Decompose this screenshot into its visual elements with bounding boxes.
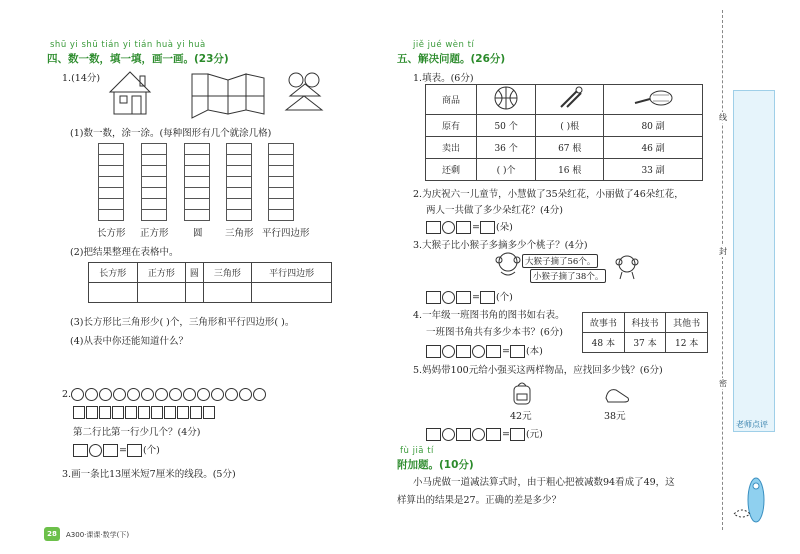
circle-shape bbox=[71, 388, 84, 401]
answer-box[interactable] bbox=[510, 345, 525, 358]
circle-shape bbox=[85, 388, 98, 401]
cell-answer[interactable]: 46 副 bbox=[604, 137, 703, 159]
answer-cell[interactable] bbox=[186, 283, 203, 303]
cell: 33 副 bbox=[604, 159, 703, 181]
footer-text: A300·课课·数学(下) bbox=[66, 531, 130, 539]
circle-shape bbox=[197, 388, 210, 401]
square-shape bbox=[86, 406, 98, 419]
answer-box[interactable] bbox=[426, 345, 441, 358]
th-parallelogram: 平行四边形 bbox=[252, 263, 332, 283]
circle-shape bbox=[99, 388, 112, 401]
answer-box[interactable] bbox=[480, 221, 495, 234]
th-rectangle: 长方形 bbox=[89, 263, 138, 283]
basketball-icon bbox=[493, 85, 519, 111]
operator-circle[interactable] bbox=[472, 428, 485, 441]
q2-unit: (个) bbox=[142, 445, 160, 456]
bonus-line2: 样算出的结果是27。正确的差是多少？ bbox=[397, 495, 562, 506]
q5-price2: 38元 bbox=[604, 411, 626, 422]
answer-box[interactable] bbox=[486, 428, 501, 441]
answer-cell[interactable] bbox=[203, 283, 252, 303]
square-shape bbox=[99, 406, 111, 419]
q2-unit: (朵) bbox=[495, 222, 513, 233]
operator-circle[interactable] bbox=[472, 345, 485, 358]
shape-label-triangle: 三角形 bbox=[225, 228, 254, 239]
answer-cell[interactable] bbox=[89, 283, 138, 303]
operator-circle[interactable] bbox=[442, 221, 455, 234]
answer-box[interactable] bbox=[103, 444, 118, 457]
th-other-books: 其他书 bbox=[666, 313, 708, 333]
shape-label-rectangle: 长方形 bbox=[97, 228, 126, 239]
right-q4-line1: 4.一年级一班图书角的图书如右表。 bbox=[413, 310, 565, 321]
circle-shape bbox=[113, 388, 126, 401]
row-label-original: 原有 bbox=[426, 115, 477, 137]
answer-box[interactable] bbox=[426, 428, 441, 441]
square-shape bbox=[73, 406, 85, 419]
cell-answer[interactable]: ( )个 bbox=[477, 159, 536, 181]
circle-shape bbox=[183, 388, 196, 401]
cut-line bbox=[722, 10, 723, 530]
racket-icon bbox=[631, 85, 675, 111]
q2-equation: = (个) bbox=[73, 442, 160, 457]
shape-label-parallelogram: 平行四边形 bbox=[262, 228, 310, 239]
grid-parallelogram[interactable] bbox=[268, 143, 294, 221]
circle-shape bbox=[169, 388, 182, 401]
goods-table bbox=[425, 84, 703, 181]
right-q2-line1: 2.为庆祝六一儿童节，小慧做了35朵红花，小丽做了46朵红花， bbox=[413, 189, 684, 200]
q2-label: 2. bbox=[62, 389, 72, 400]
answer-box[interactable] bbox=[127, 444, 142, 457]
operator-circle[interactable] bbox=[442, 291, 455, 304]
q1-sub1: (1)数一数，涂一涂。(每种图形有几个就涂几格) bbox=[70, 128, 272, 139]
right-q4-equation: = (本) bbox=[426, 343, 543, 358]
square-shape bbox=[151, 406, 163, 419]
cell: 16 根 bbox=[536, 159, 604, 181]
cell: 67 根 bbox=[536, 137, 604, 159]
right-q5-text: 5.妈妈带100元给小强买这两样物品，应找回多少钱？(6分) bbox=[413, 365, 663, 376]
answer-box[interactable] bbox=[426, 291, 441, 304]
answer-box[interactable] bbox=[510, 428, 525, 441]
q3-bubble1: 大猴子摘了56个。 bbox=[522, 254, 598, 268]
row-label-remaining: 还剩 bbox=[426, 159, 477, 181]
big-monkey-icon bbox=[493, 250, 523, 278]
answer-box[interactable] bbox=[456, 428, 471, 441]
right-q4-line2: 一班图书角共有多少本书？(6分) bbox=[426, 327, 563, 338]
square-shape bbox=[203, 406, 215, 419]
q2-row2 bbox=[73, 406, 216, 419]
th-square: 正方形 bbox=[137, 263, 186, 283]
circle-shape bbox=[141, 388, 154, 401]
page-number: 28 bbox=[47, 530, 57, 538]
right-q3-equation: = (个) bbox=[426, 289, 513, 304]
bonus-pinyin: fù jiā tí bbox=[400, 446, 434, 456]
right-q5-equation: = (元) bbox=[426, 426, 543, 441]
right-q2-equation: = (朵) bbox=[426, 219, 513, 234]
circle-shape bbox=[155, 388, 168, 401]
figures-illustration bbox=[100, 66, 340, 120]
square-shape bbox=[112, 406, 124, 419]
q1-sub4: (4)从表中你还能知道什么？ bbox=[70, 336, 188, 347]
cell-answer[interactable]: ( )根 bbox=[536, 115, 604, 137]
section4-pinyin: shū yi shū tián yi tián huà yi huà bbox=[50, 40, 206, 50]
cell: 36 个 bbox=[477, 137, 536, 159]
shuttlecock-icon bbox=[555, 85, 585, 111]
science-books-count: 37 本 bbox=[624, 333, 666, 353]
q2-row1 bbox=[62, 388, 267, 401]
q5-unit: (元) bbox=[525, 429, 543, 440]
sidebar-char-xian: 线 bbox=[719, 113, 727, 122]
q3-unit: (个) bbox=[495, 292, 513, 303]
story-books-count: 48 本 bbox=[583, 333, 625, 353]
answer-box[interactable] bbox=[486, 345, 501, 358]
shape-label-circle: 圆 bbox=[193, 228, 203, 239]
right-q2-line2: 两人一共做了多少朵红花？(4分) bbox=[426, 205, 563, 216]
sidebar-char-feng: 封 bbox=[719, 247, 727, 256]
sidebar-char-mi: 密 bbox=[719, 379, 727, 388]
circle-shape bbox=[127, 388, 140, 401]
q5-price1: 42元 bbox=[510, 411, 532, 422]
th-circle: 圆 bbox=[186, 263, 203, 283]
backpack-icon bbox=[508, 378, 536, 406]
right-q3-text: 3.大猴子比小猴子多摘多少个桃子？(4分) bbox=[413, 240, 588, 251]
house-figure bbox=[110, 72, 150, 114]
square-shape bbox=[177, 406, 189, 419]
row-label-sold: 卖出 bbox=[426, 137, 477, 159]
box-figure bbox=[192, 74, 264, 118]
teacher-comment-panel[interactable] bbox=[733, 90, 775, 432]
answer-box[interactable] bbox=[480, 291, 495, 304]
answer-box[interactable] bbox=[73, 444, 88, 457]
th-triangle: 三角形 bbox=[203, 263, 252, 283]
answer-box[interactable] bbox=[456, 345, 471, 358]
mascot-icon bbox=[732, 470, 772, 530]
shape-count-table bbox=[88, 262, 332, 303]
answer-cell[interactable] bbox=[252, 283, 332, 303]
item-racket bbox=[604, 85, 703, 115]
other-books-count: 12 本 bbox=[666, 333, 708, 353]
q1-label: 1.(14分) bbox=[62, 73, 101, 84]
item-badminton bbox=[536, 85, 604, 115]
shoes-icon bbox=[602, 382, 634, 406]
th-story-books: 故事书 bbox=[583, 313, 625, 333]
circle-shape bbox=[225, 388, 238, 401]
section4-title: 四、数一数，填一填，画一画。(23分) bbox=[47, 53, 229, 65]
grid-square[interactable] bbox=[141, 143, 167, 221]
page-number-badge bbox=[44, 527, 60, 541]
operator-circle[interactable] bbox=[442, 428, 455, 441]
answer-box[interactable] bbox=[426, 221, 441, 234]
q3-text: 3.画一条比13厘米短7厘米的线段。(5分) bbox=[62, 469, 236, 480]
circle-shape bbox=[253, 388, 266, 401]
operator-circle[interactable] bbox=[442, 345, 455, 358]
section5-pinyin: jiě jué wèn tí bbox=[413, 40, 475, 50]
section5-title: 五、解决问题。(26分) bbox=[397, 53, 506, 65]
shape-label-square: 正方形 bbox=[140, 228, 169, 239]
item-basketball bbox=[477, 85, 536, 115]
cell: 80 副 bbox=[604, 115, 703, 137]
cell: 50 个 bbox=[477, 115, 536, 137]
bonus-line1: 小马虎做一道减法算式时，由于粗心把被减数94看成了49，这 bbox=[413, 477, 675, 488]
books-table bbox=[582, 312, 708, 353]
circle-shape bbox=[239, 388, 252, 401]
q2-text: 第二行比第一行少几个？(4分) bbox=[73, 427, 201, 438]
square-shape bbox=[125, 406, 137, 419]
q3-bubble2: 小猴子摘了38个。 bbox=[530, 269, 606, 283]
goods-header: 商品 bbox=[426, 85, 477, 115]
operator-circle[interactable] bbox=[89, 444, 102, 457]
right-q1-label: 1.填表。(6分) bbox=[413, 73, 474, 84]
circle-shape bbox=[211, 388, 224, 401]
answer-box[interactable] bbox=[456, 221, 471, 234]
square-shape bbox=[190, 406, 202, 419]
bird-figure bbox=[286, 73, 322, 110]
bonus-title: 附加题。(10分) bbox=[397, 459, 474, 471]
teacher-comment-label: 老师点评 bbox=[736, 420, 768, 429]
q1-sub2: (2)把结果整理在表格中。 bbox=[70, 247, 179, 258]
th-science-books: 科技书 bbox=[624, 313, 666, 333]
answer-box[interactable] bbox=[456, 291, 471, 304]
square-shape bbox=[164, 406, 176, 419]
q4-unit: (本) bbox=[525, 346, 543, 357]
small-monkey-icon bbox=[612, 252, 642, 280]
q1-sub3: (3)长方形比三角形少( )个，三角形和平行四边形( )。 bbox=[70, 317, 295, 328]
grid-circle[interactable] bbox=[184, 143, 210, 221]
grid-triangle[interactable] bbox=[226, 143, 252, 221]
grid-rectangle[interactable] bbox=[98, 143, 124, 221]
answer-cell[interactable] bbox=[137, 283, 186, 303]
square-shape bbox=[138, 406, 150, 419]
